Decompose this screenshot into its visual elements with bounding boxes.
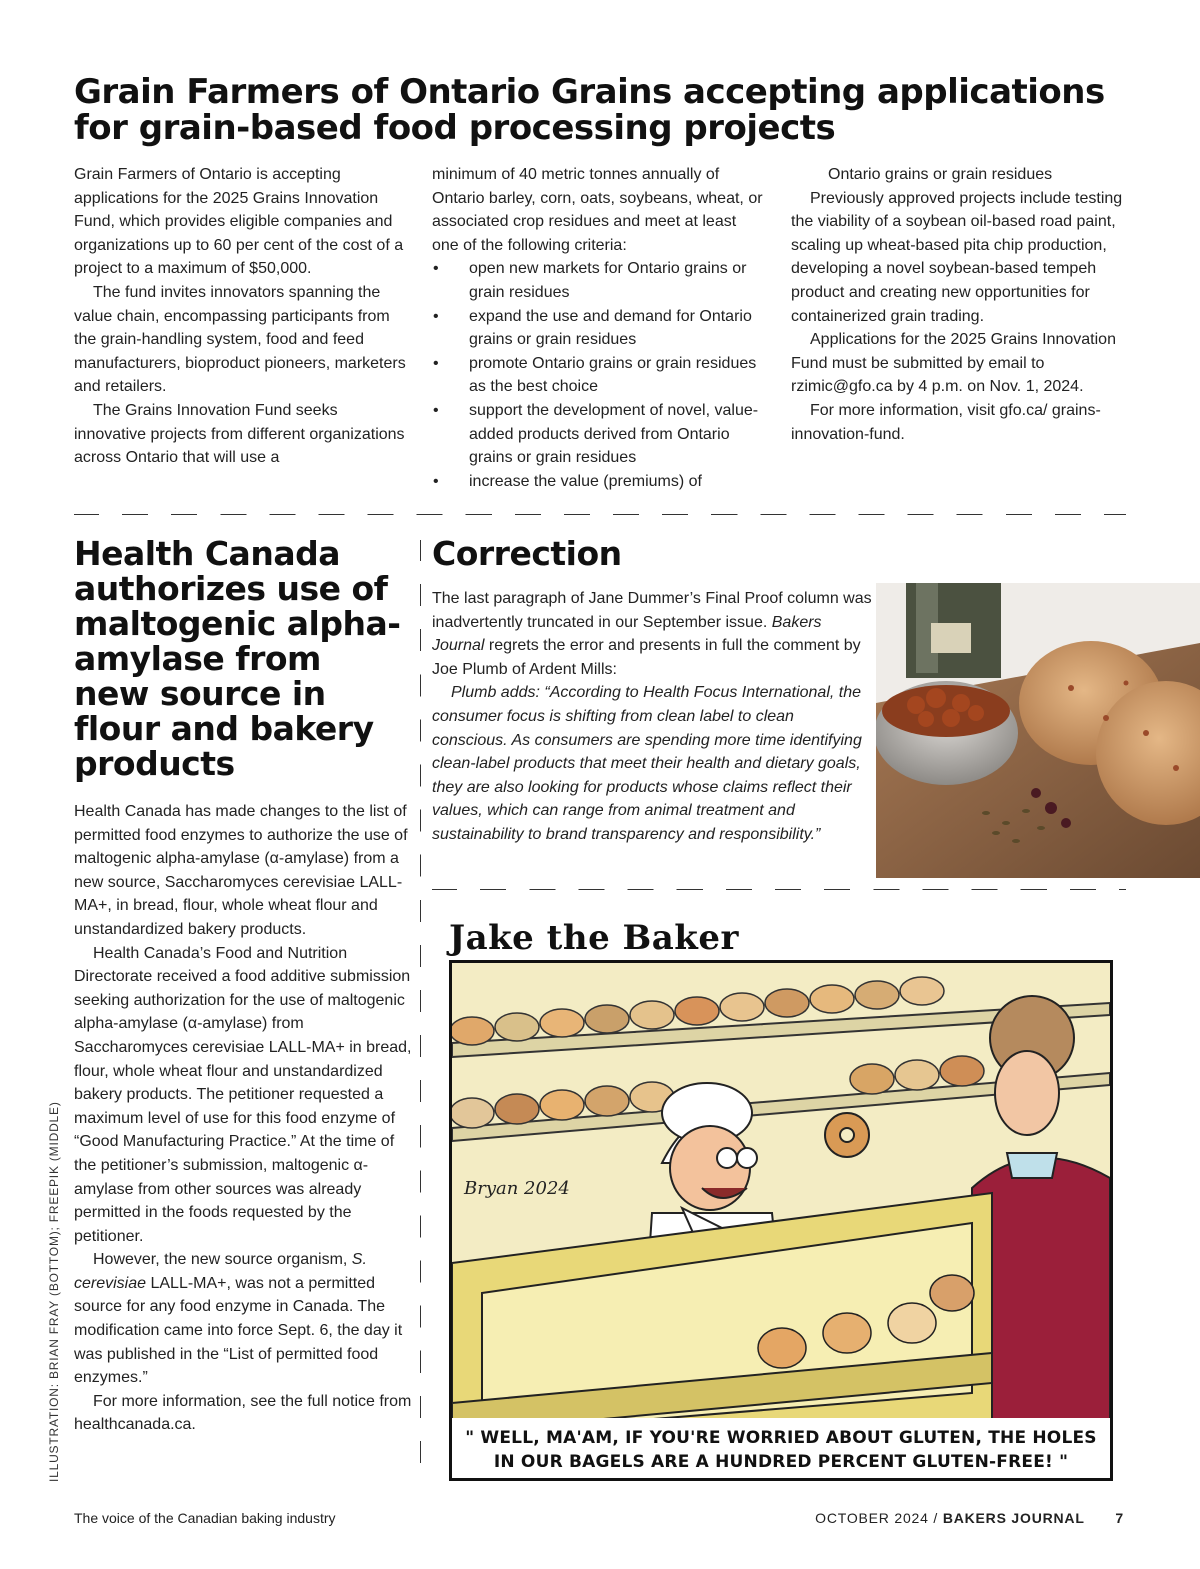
text-span: LALL-MA+, was not a permitted source for any food enzyme in Canada. The modification came into force Sept. 6, the day it was published in the “List of permitted food enzymes.” <box>74 1274 403 1387</box>
article1-paragraph: The fund invites innovators spanning the value chain, encompassing participants from the grain-handling system, food and feed manufacturers, bioproduct pioneers, marketers and retailers. <box>74 283 406 396</box>
criteria-list <box>432 257 767 493</box>
food-photo-illustration <box>876 583 1200 878</box>
correction-quote: Plumb adds: “According to Health Focus International, the consumer focus is shifting from clean label to clean conscious. As consumers are spending more time identifying clean-label products that meet their health and dietary goals, they are also looking for products whose claims reflect their values, which can range from animal treatment and sustainability to brand transparency and responsibility.” <box>432 684 862 843</box>
cartoon-panel <box>449 960 1113 1481</box>
article1-paragraph: Applications for the 2025 Grains Innovation Fund must be submitted by email to rzimic@gfo.ca by 4 p.m. on Nov. 1, 2024. <box>791 331 1116 396</box>
food-photo <box>876 583 1200 878</box>
species-name: S. cerevisiae <box>74 1251 367 1292</box>
article1-paragraph: The Grains Innovation Fund seeks innovative projects from different organizations across Ontario that will use a <box>74 401 405 467</box>
text-span: The last paragraph of Jane Dummer’s Final Proof column was inadvertently truncated in our September issue. <box>432 590 872 631</box>
article1-column-3 <box>791 163 1126 446</box>
footer-tagline: The voice of the Canadian baking industry <box>74 1510 336 1526</box>
section-divider <box>432 889 1126 890</box>
article2-paragraph <box>74 1248 412 1390</box>
text-span: regrets the error and presents in full the comment by Joe Plumb of Ardent Mills: <box>432 637 861 678</box>
page-number: 7 <box>1115 1510 1124 1526</box>
publication-name: Bakers Journal <box>432 613 822 655</box>
cartoon-title: Jake the Baker <box>449 918 739 958</box>
section-divider <box>74 514 1126 515</box>
article1-column-1 <box>74 163 414 470</box>
article1-headline <box>74 74 1134 146</box>
article1-paragraph: For more information, visit gfo.ca/ grains-innovation-fund. <box>791 401 1101 443</box>
cartoon-caption <box>452 1426 1110 1474</box>
article2-headline: Health Canada authorizes use of maltogenic alpha-amylase from new source in flour and bakery products <box>74 534 401 783</box>
correction-headline: Correction <box>432 534 622 573</box>
cartoon-signature: Bryan 2024 <box>464 1178 570 1199</box>
correction-body <box>432 587 872 847</box>
article1-criteria-intro: minimum of 40 metric tonnes annually of Ontario barley, corn, oats, soybeans, wheat, or associated crop residues and meet at least one of the following criteria: <box>432 166 763 254</box>
footer-magazine-name: BAKERS JOURNAL <box>942 1510 1085 1526</box>
photo-credit: ILLUSTRATION: BRIAN FRAY (BOTTOM); FREEPIK (MIDDLE) <box>47 1101 61 1482</box>
cartoon-caption-line2: IN OUR BAGELS ARE A HUNDRED PERCENT GLUTEN-FREE! " <box>493 1452 1069 1472</box>
text-span: However, the new source organism, <box>93 1251 348 1269</box>
list-item: • expand the use and demand for Ontario grains or grain residues <box>432 305 767 352</box>
article1-headline-line2: for grain-based food processing projects <box>74 108 836 148</box>
article2-paragraph: For more information, see the full notice from healthcanada.ca. <box>74 1392 412 1434</box>
list-item: • increase the value (premiums) of <box>432 470 767 494</box>
list-item: • promote Ontario grains or grain residues as the best choice <box>432 352 767 399</box>
footer-issue <box>815 1510 1124 1526</box>
article1-paragraph: Previously approved projects include testing the viability of a soybean oil-based road paint, scaling up wheat-based pita chip production, developing a novel soybean-based tempeh product and creating new opportunities for containerized grain trading. <box>791 189 1123 325</box>
article1-paragraph: Grain Farmers of Ontario is accepting applications for the 2025 Grains Innovation Fund, which provides eligible companies and organizations up to 60 per cent of the cost of a project to a maximum of $50,000. <box>74 166 404 278</box>
footer-issue-date: OCTOBER 2024 / <box>815 1510 943 1526</box>
list-item: • open new markets for Ontario grains or grain residues <box>432 257 767 304</box>
list-item-continuation: Ontario grains or grain residues <box>828 166 1053 183</box>
article1-headline-line1: Grain Farmers of Ontario Grains accepting applications <box>74 72 1105 112</box>
cartoon-caption-line1: " WELL, MA'AM, IF YOU'RE WORRIED ABOUT GLUTEN, THE HOLES <box>465 1428 1097 1448</box>
correction-paragraph <box>432 587 872 681</box>
article2-body <box>74 800 412 1437</box>
article1-column-2 <box>432 163 767 493</box>
article2-paragraph: Health Canada has made changes to the list of permitted food enzymes to authorize the use of maltogenic alpha-amylase (α-amylase) from a new source, Saccharomyces cerevisiae LALL-MA+, in bread, flour, whole wheat flour and unstandardized bakery products. <box>74 803 408 938</box>
column-divider <box>420 540 421 1485</box>
cartoon-illustration <box>452 963 1110 1478</box>
article2-paragraph: Health Canada’s Food and Nutrition Directorate received a food additive submission seeking authorization for the use of maltogenic alpha-amylase (α-amylase) from Saccharomyces cerevisiae LALL-MA+ in bread, flour, whole wheat flour and unstandardized bakery products. The petitioner requested a maximum level of use for this food enzyme of “Good Manufacturing Practice.” At the time of the petitioner’s submission, maltogenic α-amylase from other sources was already permitted in the foods requested by the petitioner. <box>74 944 412 1245</box>
list-item: • support the development of novel, value-added products derived from Ontario grains or grain residues <box>432 399 767 470</box>
